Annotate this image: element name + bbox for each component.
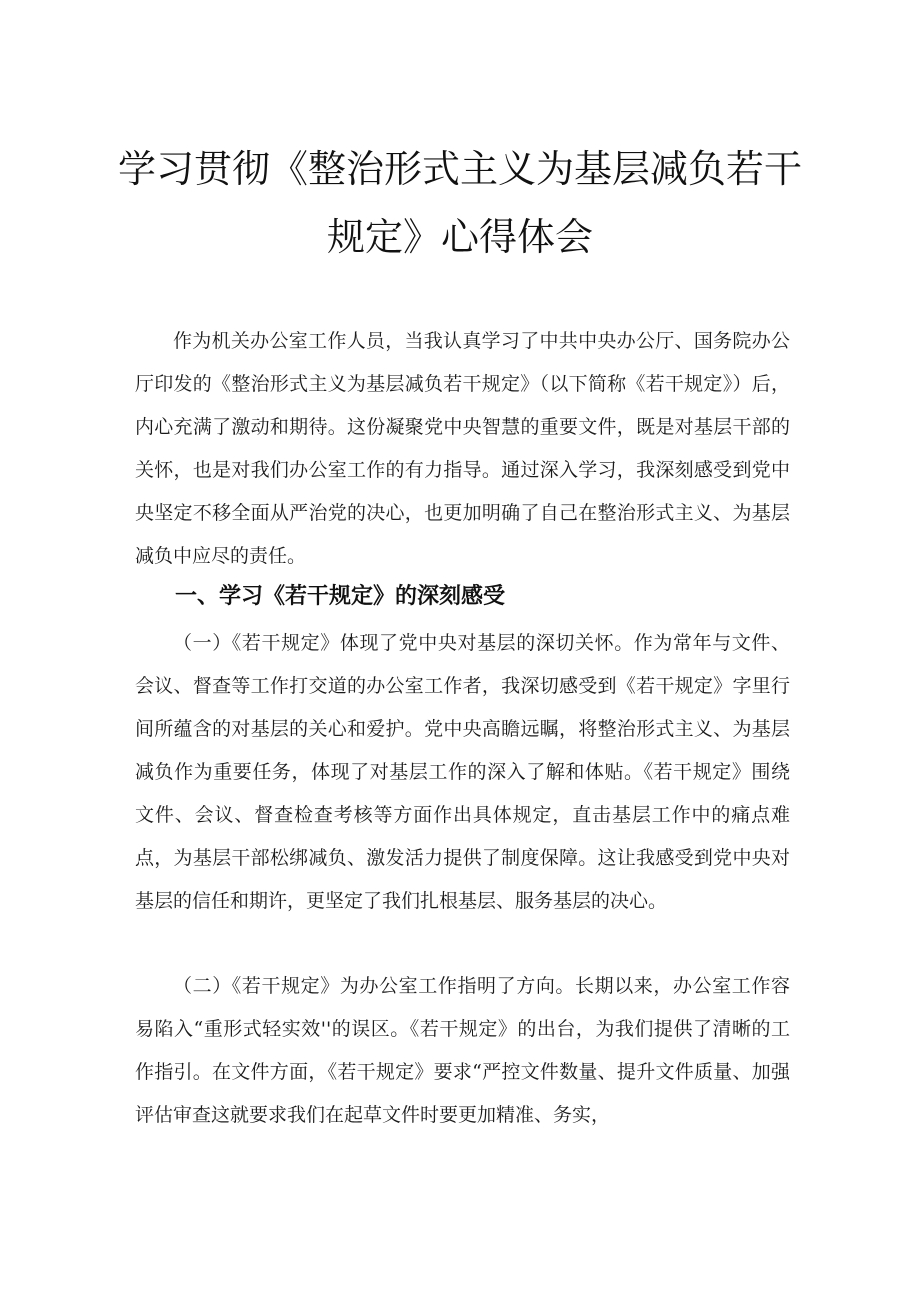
intro-paragraph: 作为机关办公室工作人员，当我认真学习了中共中央办公厅、国务院办公厅印发的《整治形式主义为基层减负若干规定》（以下简称《若干规定》）后，内心充满了激动和期待。这份凝聚党中央智慧的重要文件，既是对基层干部的关怀，也是对我们办公室工作的有力指导。通过深入学习，我深刻感受到党中央坚定不移全面从严治党的决心，也更加明确了自己在整治形式主义、为基层减负中应尽的责任。: [135, 330, 790, 567]
document-title-line-1: 学习贯彻《整治形式主义为基层减负若干: [117, 147, 802, 191]
section-heading-1: 一、学习《若干规定》的深刻感受: [175, 584, 506, 609]
document-title-line-2: 规定》心得体会: [326, 215, 593, 259]
section-1-paragraph-1: （一）《若干规定》体现了党中央对基层的深切关怀。作为常年与文件、会议、督查等工作打交道的办公室工作者，我深切感受到《若干规定》字里行间所蕴含的对基层的关心和爱护。党中央高瞻远瞩，将整治形式主义、为基层减负作为重要任务，体现了对基层工作的深入了解和体贴。《若干规定》围绕文件、会议、督查检查考核等方面作出具体规定，直击基层工作中的痛点难点，为基层干部松绑减负、激发活力提供了制度保障。这让我感受到党中央对基层的信任和期许，更坚定了我们扎根基层、服务基层的决心。: [135, 632, 790, 912]
intro-paragraph-block: [135, 320, 790, 578]
section-1-paragraph-1-block: [135, 622, 790, 923]
section-1-paragraph-2-block: [135, 965, 790, 1137]
section-1-paragraph-2: （二）《若干规定》为办公室工作指明了方向。长期以来，办公室工作容易陷入“重形式轻实效''的误区。《若干规定》的出台，为我们提供了清晰的工作指引。在文件方面，《若干规定》要求“严控文件数量、提升文件质量、加强评估审查这就要求我们在起草文件时要更加精准、务实，: [135, 975, 790, 1126]
